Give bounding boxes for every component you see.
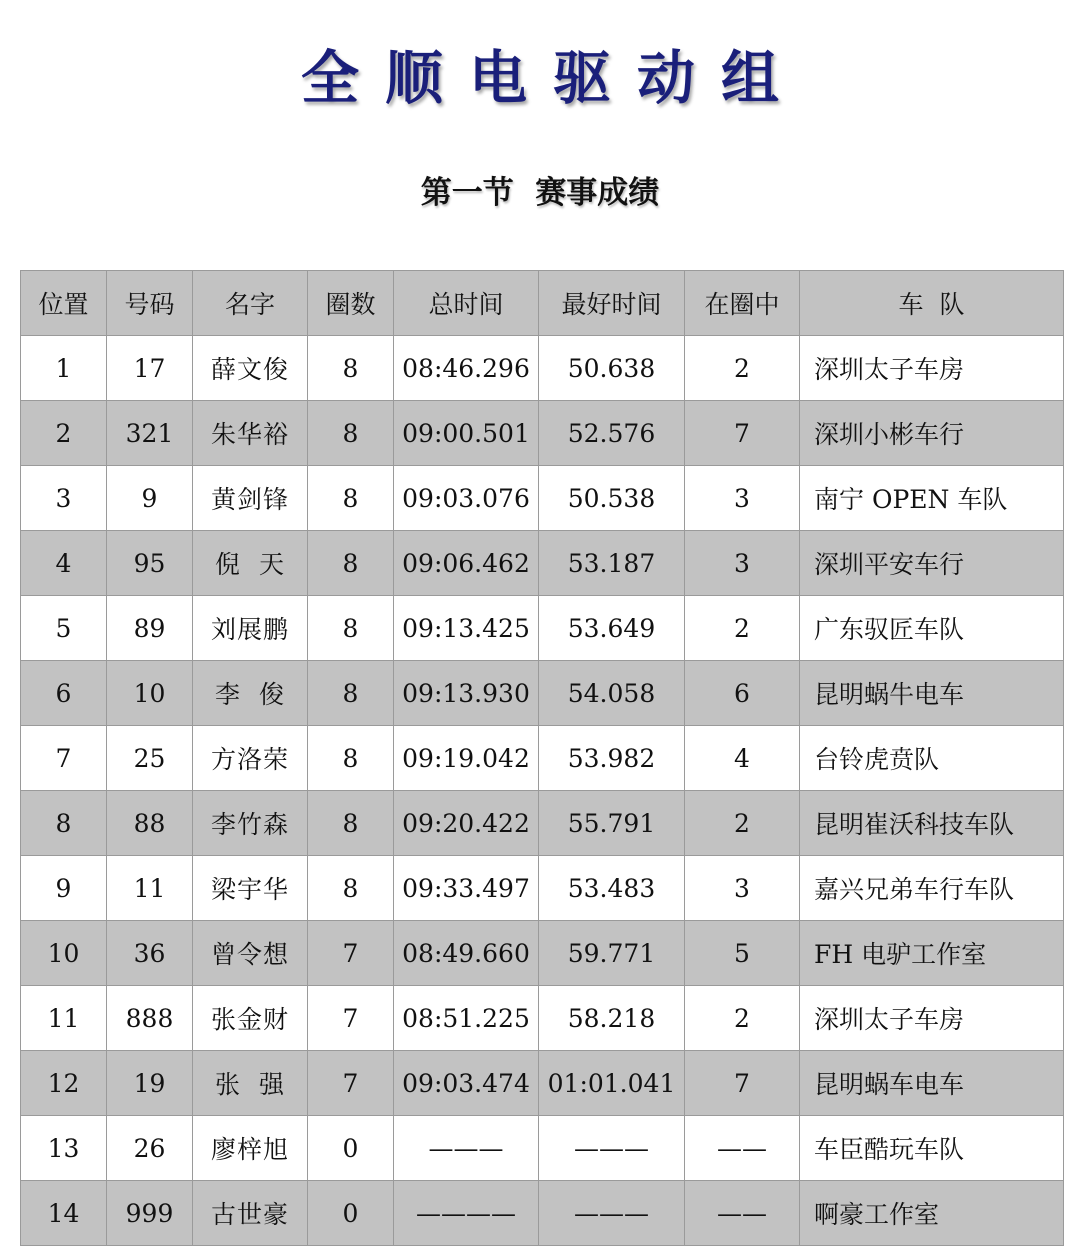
table-row [21,466,1064,531]
table-row [21,596,1064,661]
header-name: 名字 [193,271,308,336]
page-title: 全顺电驱动组 [300,44,805,112]
best-time-cell: 53.982 [539,726,685,791]
laps-cell: 8 [308,856,394,921]
table-header [21,271,1064,336]
table-row [21,791,1064,856]
position-cell: 6 [21,661,107,726]
number-cell: 321 [107,401,193,466]
name-cell: 薛文俊 [193,336,308,401]
position-cell: 13 [21,1116,107,1181]
team-cell: 昆明蜗车电车 [800,1051,1064,1116]
number-cell: 888 [107,986,193,1051]
name-cell: 张金财 [193,986,308,1051]
table-row [21,531,1064,596]
table-body [21,336,1064,1246]
number-cell: 95 [107,531,193,596]
total-time-cell: 08:49.660 [394,921,539,986]
name-cell: 黄剑锋 [193,466,308,531]
best-time-cell: 55.791 [539,791,685,856]
results-table [20,270,1064,1246]
total-time-cell: 08:46.296 [394,336,539,401]
total-time-cell: 09:03.474 [394,1051,539,1116]
position-cell: 10 [21,921,107,986]
number-cell: 25 [107,726,193,791]
position-cell: 1 [21,336,107,401]
name-cell: 倪 天 [193,531,308,596]
total-time-cell: ——— [394,1116,539,1181]
total-time-cell: 09:13.930 [394,661,539,726]
number-cell: 11 [107,856,193,921]
header-total-time: 总时间 [394,271,539,336]
total-time-cell: 09:03.076 [394,466,539,531]
header-best-time: 最好时间 [539,271,685,336]
position-cell: 3 [21,466,107,531]
name-cell: 刘展鹏 [193,596,308,661]
table-row [21,726,1064,791]
laps-cell: 8 [308,661,394,726]
number-cell: 999 [107,1181,193,1246]
position-cell: 5 [21,596,107,661]
team-cell: 车臣酷玩车队 [800,1116,1064,1181]
laps-cell: 8 [308,466,394,531]
header-team: 车 队 [800,271,1064,336]
in-lap-cell: —— [685,1181,800,1246]
header-number: 号码 [107,271,193,336]
total-time-cell: 09:20.422 [394,791,539,856]
name-cell: 梁宇华 [193,856,308,921]
team-cell: 深圳小彬车行 [800,401,1064,466]
team-cell: 嘉兴兄弟车行车队 [800,856,1064,921]
best-time-cell: 59.771 [539,921,685,986]
best-time-cell: 54.058 [539,661,685,726]
in-lap-cell: 5 [685,921,800,986]
team-cell: FH 电驴工作室 [800,921,1064,986]
position-cell: 12 [21,1051,107,1116]
table-row [21,1051,1064,1116]
header-in-lap: 在圈中 [685,271,800,336]
laps-cell: 0 [308,1116,394,1181]
table-row [21,921,1064,986]
total-time-cell: 09:19.042 [394,726,539,791]
best-time-cell: 01:01.041 [539,1051,685,1116]
team-cell: 昆明崔沃科技车队 [800,791,1064,856]
in-lap-cell: 7 [685,401,800,466]
position-cell: 4 [21,531,107,596]
position-cell: 8 [21,791,107,856]
in-lap-cell: 3 [685,531,800,596]
table-row [21,1181,1064,1246]
table-row [21,661,1064,726]
team-cell: 广东驭匠车队 [800,596,1064,661]
laps-cell: 8 [308,596,394,661]
position-cell: 14 [21,1181,107,1246]
in-lap-cell: 4 [685,726,800,791]
name-cell: 廖梓旭 [193,1116,308,1181]
name-cell: 李竹森 [193,791,308,856]
best-time-cell: 53.187 [539,531,685,596]
position-cell: 9 [21,856,107,921]
name-cell: 李 俊 [193,661,308,726]
in-lap-cell: 2 [685,596,800,661]
name-cell: 曾令想 [193,921,308,986]
laps-cell: 0 [308,1181,394,1246]
total-time-cell: 09:06.462 [394,531,539,596]
in-lap-cell: —— [685,1116,800,1181]
laps-cell: 7 [308,1051,394,1116]
number-cell: 88 [107,791,193,856]
best-time-cell: 58.218 [539,986,685,1051]
table-row [21,856,1064,921]
number-cell: 89 [107,596,193,661]
team-cell: 台铃虎贲队 [800,726,1064,791]
total-time-cell: 09:00.501 [394,401,539,466]
in-lap-cell: 2 [685,986,800,1051]
position-cell: 2 [21,401,107,466]
laps-cell: 7 [308,921,394,986]
table-row [21,336,1064,401]
best-time-cell: 53.649 [539,596,685,661]
number-cell: 26 [107,1116,193,1181]
in-lap-cell: 7 [685,1051,800,1116]
laps-cell: 8 [308,336,394,401]
in-lap-cell: 3 [685,856,800,921]
table-row [21,1116,1064,1181]
table-row [21,401,1064,466]
total-time-cell: 09:13.425 [394,596,539,661]
name-cell: 方洛荣 [193,726,308,791]
number-cell: 17 [107,336,193,401]
header-row [21,271,1064,336]
team-cell: 啊豪工作室 [800,1181,1064,1246]
total-time-cell: ———— [394,1181,539,1246]
number-cell: 19 [107,1051,193,1116]
laps-cell: 7 [308,986,394,1051]
best-time-cell: ——— [539,1181,685,1246]
team-cell: 深圳平安车行 [800,531,1064,596]
in-lap-cell: 3 [685,466,800,531]
in-lap-cell: 2 [685,336,800,401]
best-time-cell: 52.576 [539,401,685,466]
laps-cell: 8 [308,531,394,596]
best-time-cell: 50.638 [539,336,685,401]
team-cell: 南宁 OPEN 车队 [800,466,1064,531]
table-row [21,986,1064,1051]
in-lap-cell: 2 [685,791,800,856]
header-laps: 圈数 [308,271,394,336]
in-lap-cell: 6 [685,661,800,726]
name-cell: 朱华裕 [193,401,308,466]
laps-cell: 8 [308,401,394,466]
total-time-cell: 08:51.225 [394,986,539,1051]
number-cell: 10 [107,661,193,726]
name-cell: 张 强 [193,1051,308,1116]
best-time-cell: 53.483 [539,856,685,921]
best-time-cell: ——— [539,1116,685,1181]
number-cell: 9 [107,466,193,531]
header-position: 位置 [21,271,107,336]
position-cell: 7 [21,726,107,791]
best-time-cell: 50.538 [539,466,685,531]
team-cell: 昆明蜗牛电车 [800,661,1064,726]
laps-cell: 8 [308,726,394,791]
total-time-cell: 09:33.497 [394,856,539,921]
laps-cell: 8 [308,791,394,856]
team-cell: 深圳太子车房 [800,336,1064,401]
section-title: 第一节 赛事成绩 [420,175,660,211]
number-cell: 36 [107,921,193,986]
name-cell: 古世豪 [193,1181,308,1246]
team-cell: 深圳太子车房 [800,986,1064,1051]
position-cell: 11 [21,986,107,1051]
